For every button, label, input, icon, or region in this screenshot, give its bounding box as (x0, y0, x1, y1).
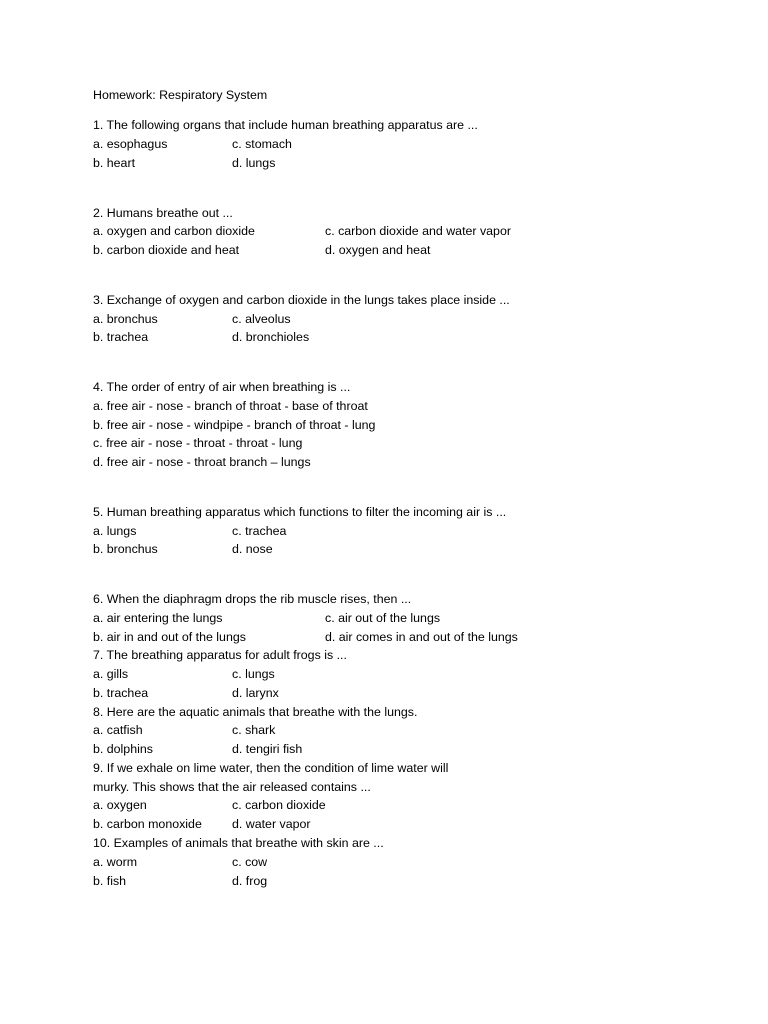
question-8-option-d: d. tengiri fish (232, 742, 303, 756)
question-4-option-a: a. free air - nose - branch of throat - base of throat (93, 399, 368, 413)
question-10: 10. Examples of animals that breathe with skin are ... (93, 836, 384, 850)
question-5-option-d: d. nose (232, 542, 273, 556)
question-9-line-1: 9. If we exhale on lime water, then the condition of lime water will (93, 761, 449, 775)
question-4: 4. The order of entry of air when breathing is ... (93, 380, 351, 394)
question-6-option-c: c. air out of the lungs (325, 611, 441, 625)
question-6: 6. When the diaphragm drops the rib muscle rises, then ... (93, 592, 412, 606)
question-10-option-d: d. frog (232, 874, 268, 888)
question-3-option-b: b. trachea (93, 330, 149, 344)
question-1-option-a: a. esophagus (93, 137, 168, 151)
question-3-option-d: d. bronchioles (232, 330, 310, 344)
question-1-option-d: d. lungs (232, 156, 276, 170)
question-3: 3. Exchange of oxygen and carbon dioxide in the lungs takes place inside ... (93, 293, 510, 307)
question-2-option-d: d. oxygen and heat (325, 243, 431, 257)
question-8-option-b: b. dolphins (93, 742, 153, 756)
question-10-option-a: a. worm (93, 855, 138, 869)
question-7-option-b: b. trachea (93, 686, 149, 700)
question-4-option-d: d. free air - nose - throat branch – lungs (93, 455, 311, 469)
question-8-option-a: a. catfish (93, 723, 143, 737)
question-3-option-c: c. alveolus (232, 312, 291, 326)
question-2-option-c: c. carbon dioxide and water vapor (325, 224, 511, 238)
question-9-option-d: d. water vapor (232, 817, 311, 831)
question-2-option-b: b. carbon dioxide and heat (93, 243, 240, 257)
document-title: Homework: Respiratory System (93, 88, 268, 102)
question-6-option-d: d. air comes in and out of the lungs (325, 630, 518, 644)
question-10-option-b: b. fish (93, 874, 127, 888)
question-7-option-a: a. gills (93, 667, 129, 681)
question-3-option-a: a. bronchus (93, 312, 158, 326)
question-7: 7. The breathing apparatus for adult frogs is ... (93, 648, 347, 662)
question-2: 2. Humans breathe out ... (93, 206, 233, 220)
question-4-option-b: b. free air - nose - windpipe - branch of throat - lung (93, 418, 376, 432)
question-6-option-a: a. air entering the lungs (93, 611, 223, 625)
question-4-option-c: c. free air - nose - throat - throat - lung (93, 436, 303, 450)
question-10-option-c: c. cow (232, 855, 268, 869)
question-1-option-c: c. stomach (232, 137, 292, 151)
question-8: 8. Here are the aquatic animals that breathe with the lungs. (93, 705, 418, 719)
question-5-option-b: b. bronchus (93, 542, 158, 556)
question-6-option-b: b. air in and out of the lungs (93, 630, 246, 644)
question-9-option-b: b. carbon monoxide (93, 817, 202, 831)
question-9-option-a: a. oxygen (93, 798, 147, 812)
question-7-option-c: c. lungs (232, 667, 275, 681)
question-2-option-a: a. oxygen and carbon dioxide (93, 224, 255, 238)
question-1: 1. The following organs that include human breathing apparatus are ... (93, 118, 478, 132)
question-9-line-2: murky. This shows that the air released contains ... (93, 780, 371, 794)
question-7-option-d: d. larynx (232, 686, 279, 700)
question-5: 5. Human breathing apparatus which functions to filter the incoming air is ... (93, 505, 507, 519)
question-1-option-b: b. heart (93, 156, 136, 170)
question-5-option-a: a. lungs (93, 524, 137, 538)
question-9-option-c: c. carbon dioxide (232, 798, 326, 812)
question-5-option-c: c. trachea (232, 524, 287, 538)
question-8-option-c: c. shark (232, 723, 276, 737)
